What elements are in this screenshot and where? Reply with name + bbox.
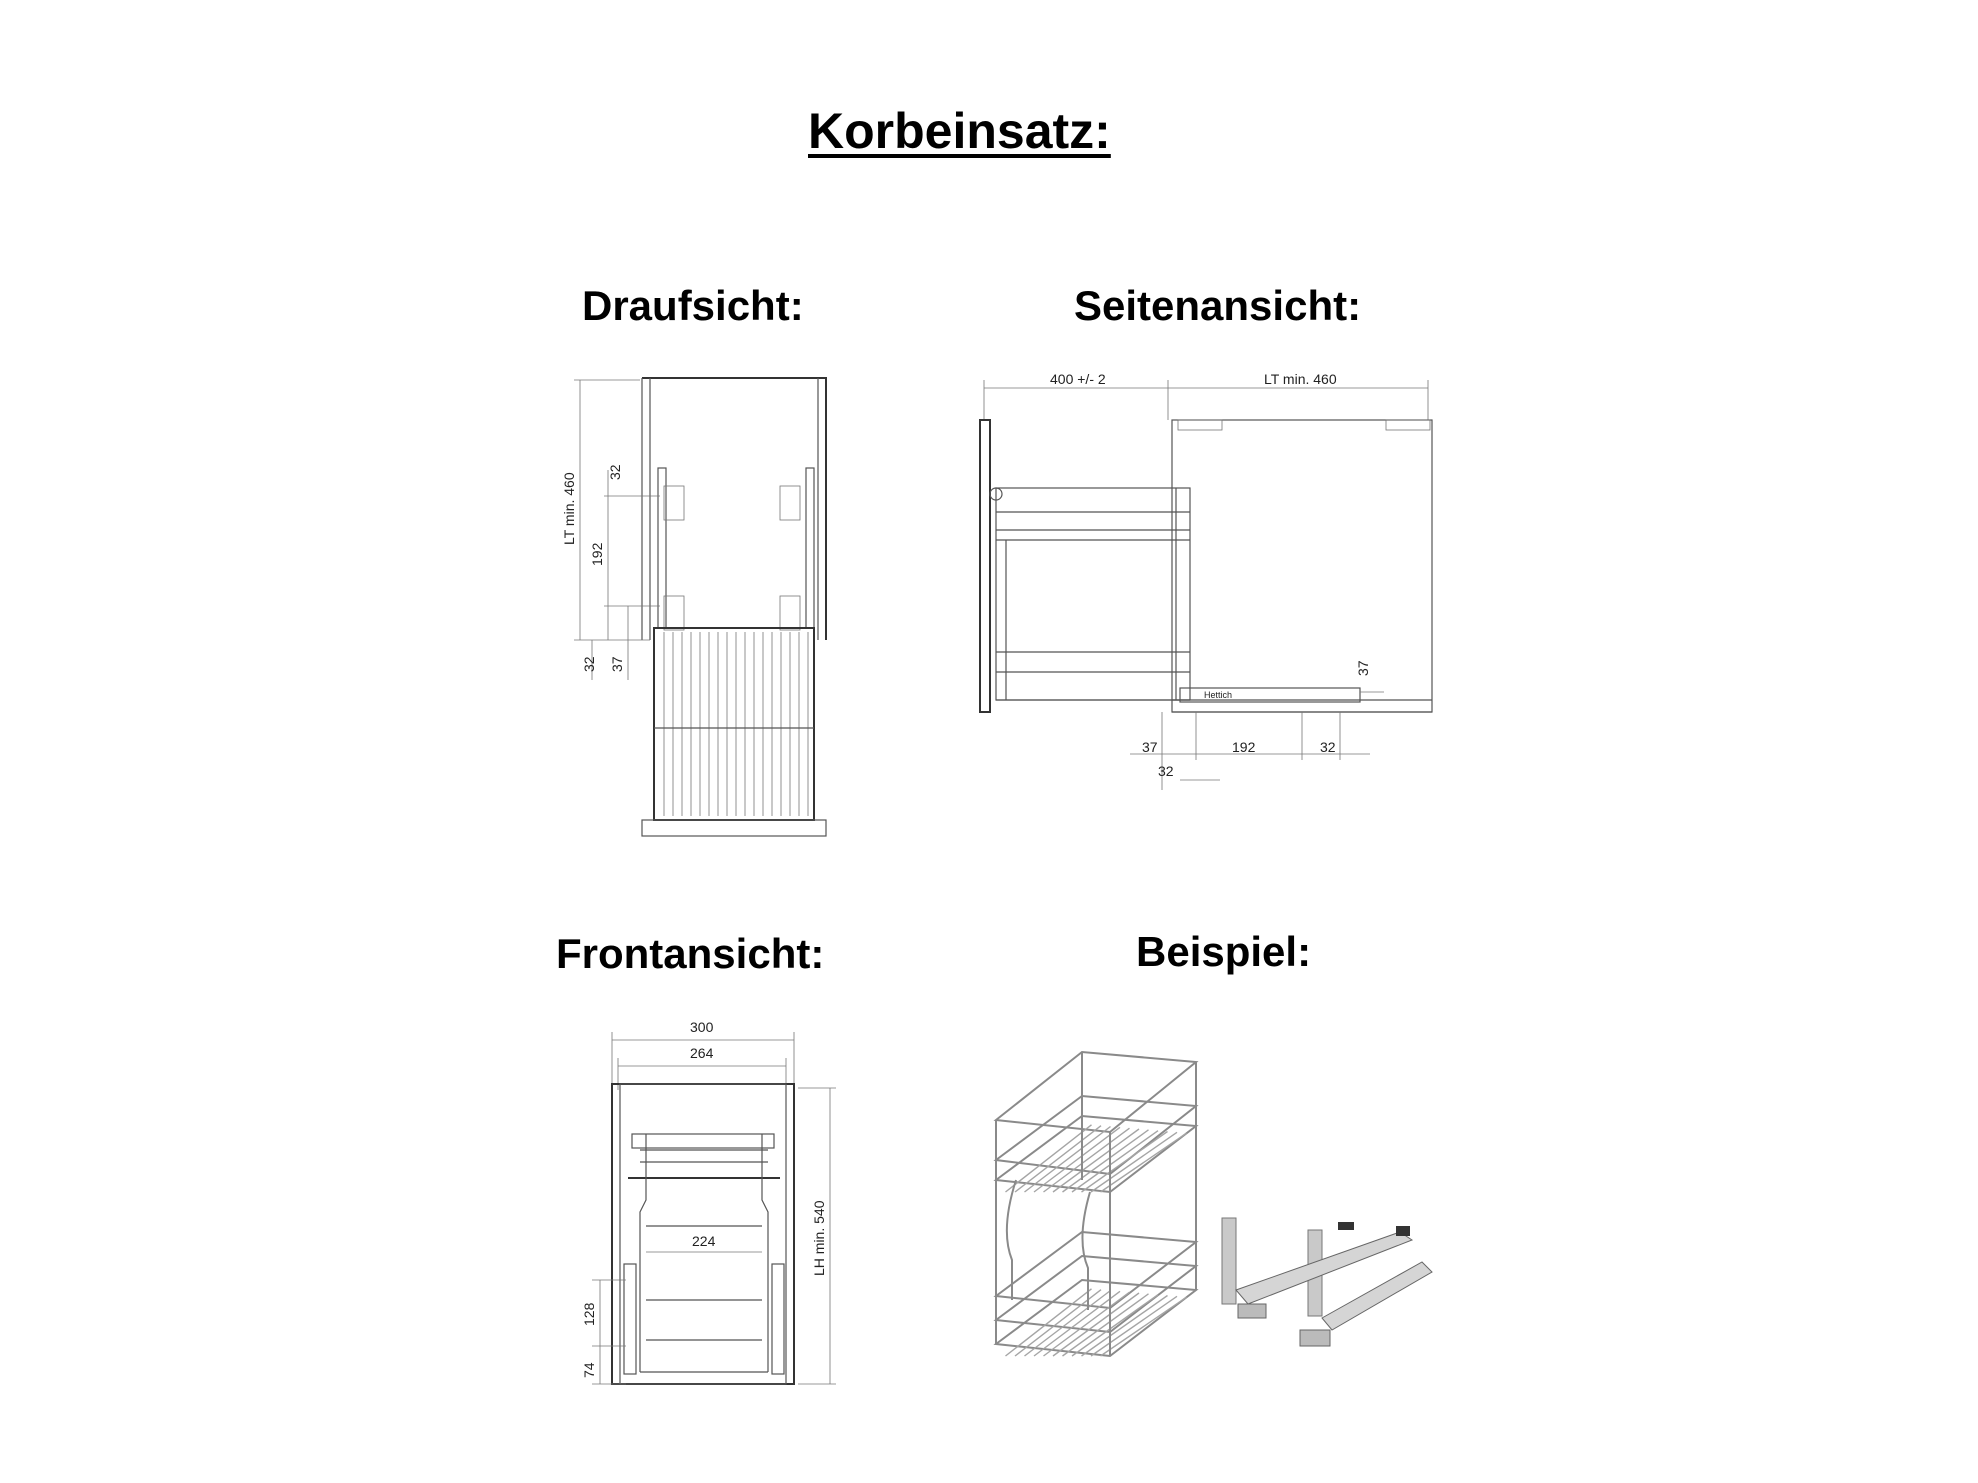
top-dim-32a: 32 [607,464,623,480]
front-dim-264: 264 [690,1045,714,1061]
top-dim-37: 37 [609,656,625,672]
side-brand: Hettich [1204,690,1233,700]
side-view-drawing [980,371,1432,790]
top-view-title: Draufsicht: [582,282,804,329]
side-view-title: Seitenansicht: [1074,282,1362,329]
example-basket-illustration [996,1052,1196,1356]
side-dim-192: 192 [1232,739,1256,755]
top-dim-32b: 32 [581,656,597,672]
side-dim-37v: 37 [1355,660,1371,676]
example-runner-illustration [1222,1218,1432,1346]
example-title: Beispiel: [1136,928,1312,975]
front-dim-224: 224 [692,1233,716,1249]
side-dim-37: 37 [1142,739,1158,755]
top-dim-depth: LT min. 460 [561,472,577,545]
front-dim-height: LH min. 540 [811,1200,827,1276]
side-dim-32b: 32 [1158,763,1174,779]
top-view-drawing [561,378,826,836]
front-dim-128: 128 [581,1302,597,1326]
side-dim-32a: 32 [1320,739,1336,755]
front-view-title: Frontansicht: [556,930,825,977]
front-dim-300: 300 [690,1019,714,1035]
main-title: Korbeinsatz: [808,103,1111,159]
front-dim-74: 74 [581,1362,597,1378]
top-dim-192: 192 [589,542,605,566]
side-dim-depth: LT min. 460 [1264,371,1337,387]
front-view-drawing [581,1019,836,1384]
side-dim-front: 400 +/- 2 [1050,371,1106,387]
